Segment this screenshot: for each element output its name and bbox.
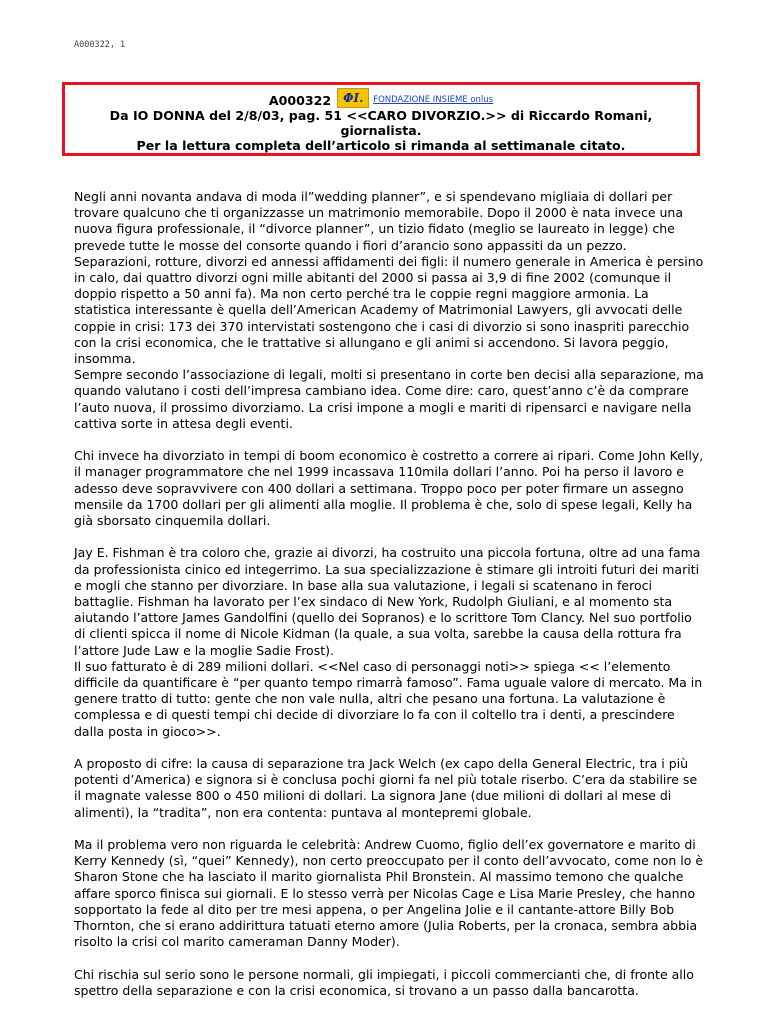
header-line-1 — [65, 88, 697, 108]
header-author-role: giornalista. — [340, 123, 422, 138]
paragraph: A proposto di cifre: la causa di separazione tra Jack Welch (ex capo della General Electric, tra i più potenti d’America) e signora si è conclusa pochi giorni fa nel più totale riserbo. C’era da stabilire se il magnate valesse 800 o 450 milioni di dollari. La signora Jane (due milioni di dollari al mese di alimenti), la “tradita”, non era contenta: puntava al montepremi globale. — [74, 756, 698, 820]
paragraph: Negli anni novanta andava di moda il”wedding planner”, e si spendevano migliaia di dollari per trovare qualcuno che ti organizzasse un matrimonio memorabile. Dopo il 2000 è nata invece una nuova figura professionale, il “divorce planner”, un tizio fidato (meglio se laureato in legge) che prevede tutte le mosse del consorte quando i fiori d’arancio sono appassiti da un pezzo. — [74, 189, 684, 253]
paragraph: Jay E. Fishman è tra coloro che, grazie ai divorzi, ha costruito una piccola fortuna, oltre ad una fama da professionista cinico ed integerrimo. La sua specializzazione è stimare gli introiti futuri dei mariti e mogli che stanno per divorziare. In base alla sua valutazione, i legali si scatenano in feroci battaglie. Fishman ha lavorato per l’ex sindaco di New York, Rudolph Giuliani, e al momento sta aiutando l’attore James Gandolfini (quello dei Sopranos) e lo scrittore Tom Clancy. Nel suo portfolio di clienti spicca il nome di Nicole Kidman (la quale, a sua volta, sarebbe la causa della rottura fra l’attore Jude Law e la moglie Sadie Frost). — [74, 545, 701, 658]
paragraph: Sempre secondo l’associazione di legali, molti si presentano in corte ben decisi alla separazione, ma quando valutano i costi dell’impresa cambiano idea. Come dire: caro, quest’anno c’è da comprare l’auto nuova, il prossimo divorziamo. La crisi impone a mogli e mariti di ripensarci e navigare nella cattiva sorte in attesa degli eventi. — [74, 367, 704, 431]
foundation-link[interactable]: FONDAZIONE INSIEME onlus — [373, 95, 494, 105]
header-reading-note: Per la lettura completa dell’articolo si rimanda al settimanale citato. — [136, 138, 626, 153]
running-head: A000322, 1 — [74, 40, 126, 50]
header-source-line: Da IO DONNA del 2/8/03, pag. 51 <<CARO DIVORZIO.>> di Riccardo Romani, — [109, 108, 653, 123]
paragraph: Separazioni, rotture, divorzi ed annessi affidamenti dei figli: il numero generale in America è persino in calo, dai quattro divorzi ogni mille abitanti del 2000 si passa ai 3,9 di fine 2002 (comunque il doppio rispetto a 50 anni fa). Ma non certo perché tra le coppie regni maggiore armonia. La statistica interessante è quella dell’American Academy of Matrimonial Lawyers, gli avvocati delle coppie in crisi: 173 dei 370 intervistati sostengono che i casi di divorzio si sono inaspriti parecchio con la crisi economica, che le trattative si allungano e gli animi si accendono. Si lavora peggio, insomma. — [74, 253, 704, 367]
paragraph: Chi invece ha divorziato in tempi di boom economico è costretto a correre ai ripari. Come John Kelly, il manager programmatore che nel 1999 incassava 110mila dollari l’anno. Poi ha perso il lavoro e adesso deve sopravvivere con 400 dollari a settimana. Troppo poco per poter firmare un assegno mensile da 1700 dollari per gli alimenti alla moglie. Il problema è che, solo di spese legali, Kelly ha già sborsato cinquemila dollari. — [74, 448, 704, 529]
document-code: A000322 — [268, 93, 332, 108]
paragraph: Ma il problema vero non riguarda le celebrità: Andrew Cuomo, figlio dell’ex governatore e marito di Kerry Kennedy (sì, “quei” Kennedy), non certo preoccupato per il conto dell’avvocato, come non lo è Sharon Stone che ha lasciato il marito giornalista Phil Bronstein. Al massimo temono che qualche affare sporco finisca sui giornali. E lo stesso verrà per Nicolas Cage e Lisa Marie Presley, che hanno sopportato la fede al dito per tre mesi appena, o per Angelina Jolie e il cantante-attore Billy Bob Thornton, che si erano addirittura tatuati eterno amore (Julia Roberts, per la cronaca, sembra abbia risolto la crisi col marito cameraman Danny Moder). — [74, 837, 704, 950]
foundation-logo-icon: ΦI. — [337, 88, 369, 108]
article-body — [74, 189, 704, 1015]
paragraph: Il suo fatturato è di 289 milioni dollari. <<Nel caso di personaggi noti>> spiega << l’elemento difficile da quantificare è “per quanto tempo rimarrà famoso”. Fama uguale valore di mercato. Ma in genere tratto di tutto: gente che non vale nulla, altri che pesano una fortuna. La valutazione è complessa e di questi tempi chi decide di divorziare lo fa con il coltello tra i denti, a prescindere dalla posta in gioco>>. — [74, 658, 703, 739]
paragraph: Chi rischia sul serio sono le persone normali, gli impiegati, i piccoli commercianti che, di fronte allo spettro della separazione e con la crisi economica, si trovano a un passo dalla bancarotta. — [74, 966, 694, 998]
article-header-box — [62, 82, 700, 156]
